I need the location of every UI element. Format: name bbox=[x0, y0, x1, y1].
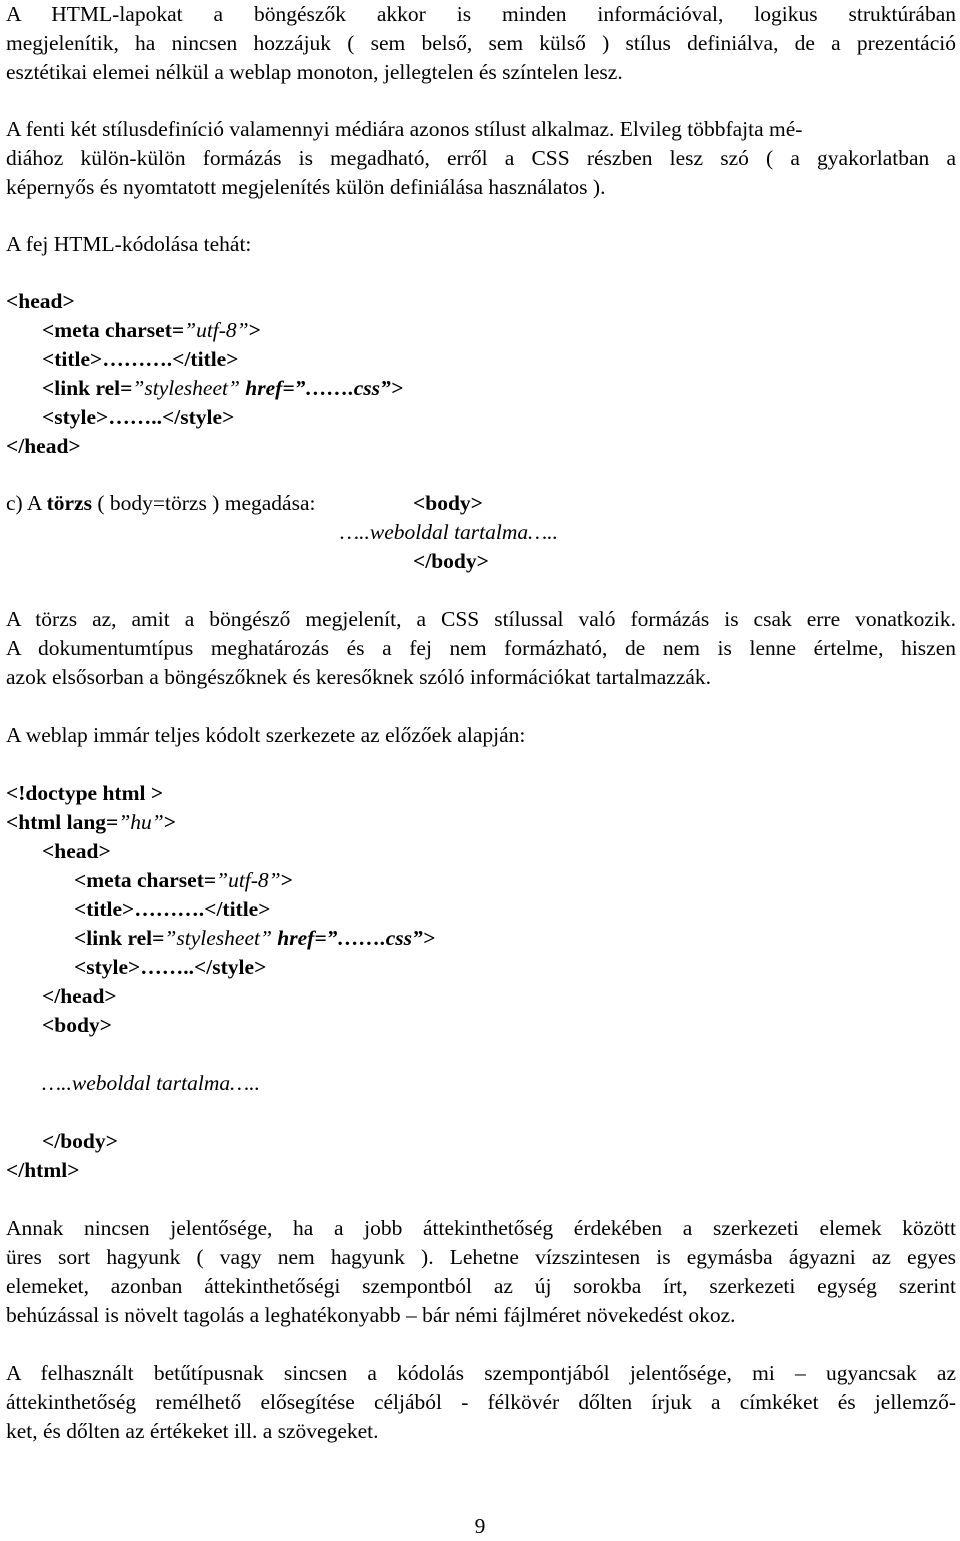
code-full-body-close: </body> bbox=[42, 1129, 118, 1153]
code-link-href: href=”…….css”> bbox=[239, 376, 403, 400]
code-html-open bbox=[6, 808, 176, 837]
code-meta-value: ”utf-8” bbox=[184, 318, 249, 342]
paragraph-6: A weblap immár teljes kódolt szerkezete az előzőek alapján: bbox=[6, 723, 526, 747]
code-html-close-bracket: > bbox=[163, 810, 176, 834]
paragraph-4-prefix: c) A bbox=[6, 491, 47, 515]
paragraph-5-line-2: A dokumentumtípus meghatározás és a fej nem formázható, de nem is lenne értelme, hiszen bbox=[6, 636, 956, 660]
code-full-html-close: </html> bbox=[6, 1158, 80, 1182]
code-body-close-inline: </body> bbox=[413, 549, 489, 573]
code-style-line: <style>……..</style> bbox=[42, 405, 235, 429]
code-html-lang-value: ”hu” bbox=[118, 810, 164, 834]
paragraph-7-line-2: üres sort hagyunk ( vagy nem hagyunk ). Lehetne vízszintesen is egymásba ágyazni az egyes bbox=[6, 1245, 956, 1269]
code-body-content-inline: …..weboldal tartalma….. bbox=[340, 520, 559, 544]
paragraph-3: A fej HTML-kódolása tehát: bbox=[6, 232, 252, 256]
code-head-open: <head> bbox=[6, 289, 75, 313]
code-meta-close: > bbox=[248, 318, 261, 342]
code-full-body-open: <body> bbox=[42, 1013, 112, 1037]
paragraph-4-suffix: ( body=törzs ) megadása: bbox=[91, 491, 316, 515]
code-full-style-line: <style>……..</style> bbox=[74, 955, 267, 979]
code-head-close: </head> bbox=[6, 434, 81, 458]
code-meta-line bbox=[42, 316, 261, 345]
code-full-meta-line bbox=[74, 866, 293, 895]
code-doctype: <!doctype html > bbox=[6, 781, 164, 805]
paragraph-7-line-4: behúzással is növelt tagolás a leghatékonyabb – bár némi fájlméret növekedést okoz. bbox=[6, 1303, 736, 1327]
code-full-body-content: …..weboldal tartalma….. bbox=[42, 1071, 261, 1095]
paragraph-2-line-3: képernyős és nyomtatott megjelenítés külön definiálása használatos ). bbox=[6, 175, 606, 199]
code-body-open-inline: <body> bbox=[413, 491, 483, 515]
paragraph-4 bbox=[6, 489, 315, 518]
code-link-value: ”stylesheet” bbox=[132, 376, 240, 400]
code-link-line bbox=[42, 374, 403, 403]
paragraph-8-line-2: áttekinthetőség remélhető elősegítése céljából - félkövér dőlten írjuk a címkéket és jellemző- bbox=[6, 1390, 956, 1414]
paragraph-4-bold: törzs bbox=[46, 491, 92, 515]
paragraph-5-line-1: A törzs az, amit a böngésző megjelenít, a CSS stílussal való formázás is csak erre vonatkozik. bbox=[6, 607, 956, 631]
page-number: 9 bbox=[474, 1514, 486, 1538]
code-title-line: <title>……….</title> bbox=[42, 347, 239, 371]
paragraph-8-line-3: ket, és dőlten az értékeket ill. a szövegeket. bbox=[6, 1419, 379, 1443]
paragraph-1-line-3: esztétikai elemei nélkül a weblap monoton, jellegtelen és színtelen lesz. bbox=[6, 60, 623, 84]
paragraph-7-line-3: elemeket, azonban áttekinthetőségi szempontból az új sorokba írt, szerkezeti egység szerint bbox=[6, 1274, 956, 1298]
code-html-tag: <html lang= bbox=[6, 810, 119, 834]
code-full-link-href: href=”…….css”> bbox=[271, 926, 435, 950]
code-link-tag: <link rel= bbox=[42, 376, 133, 400]
paragraph-1-line-1: A HTML-lapokat a böngészők akkor is minden információval, logikus struktúrában bbox=[6, 2, 956, 26]
code-full-link-tag: <link rel= bbox=[74, 926, 165, 950]
paragraph-1-line-2: megjelenítik, ha nincsen hozzájuk ( sem belső, sem külső ) stílus definiálva, de a prezentáció bbox=[6, 31, 956, 55]
code-full-title-line: <title>……….</title> bbox=[74, 897, 271, 921]
paragraph-2-line-2: diához külön-külön formázás is megadható, erről a CSS részben lesz szó ( a gyakorlatban a bbox=[6, 146, 956, 170]
code-full-link-value: ”stylesheet” bbox=[164, 926, 272, 950]
paragraph-5-line-3: azok elsősorban a böngészőknek és keresőknek szóló információkat tartalmazzák. bbox=[6, 665, 712, 689]
paragraph-7-line-1: Annak nincsen jelentősége, ha a jobb áttekinthetőség érdekében a szerkezeti elemek között bbox=[6, 1216, 956, 1240]
paragraph-2-line-1: A fenti két stílusdefiníció valamennyi médiára azonos stílust alkalmaz. Elvileg többfajta mé- bbox=[6, 117, 803, 141]
code-full-link-line bbox=[74, 924, 435, 953]
code-full-head-close: </head> bbox=[42, 984, 117, 1008]
code-full-meta-close: > bbox=[280, 868, 293, 892]
paragraph-8-line-1: A felhasznált betűtípusnak sincsen a kódolás szempontjából jelentősége, mi – ugyancsak az bbox=[6, 1361, 956, 1385]
code-full-head-open: <head> bbox=[42, 839, 111, 863]
code-full-meta-value: ”utf-8” bbox=[216, 868, 281, 892]
code-meta-tag: <meta charset= bbox=[42, 318, 185, 342]
code-full-meta-tag: <meta charset= bbox=[74, 868, 217, 892]
